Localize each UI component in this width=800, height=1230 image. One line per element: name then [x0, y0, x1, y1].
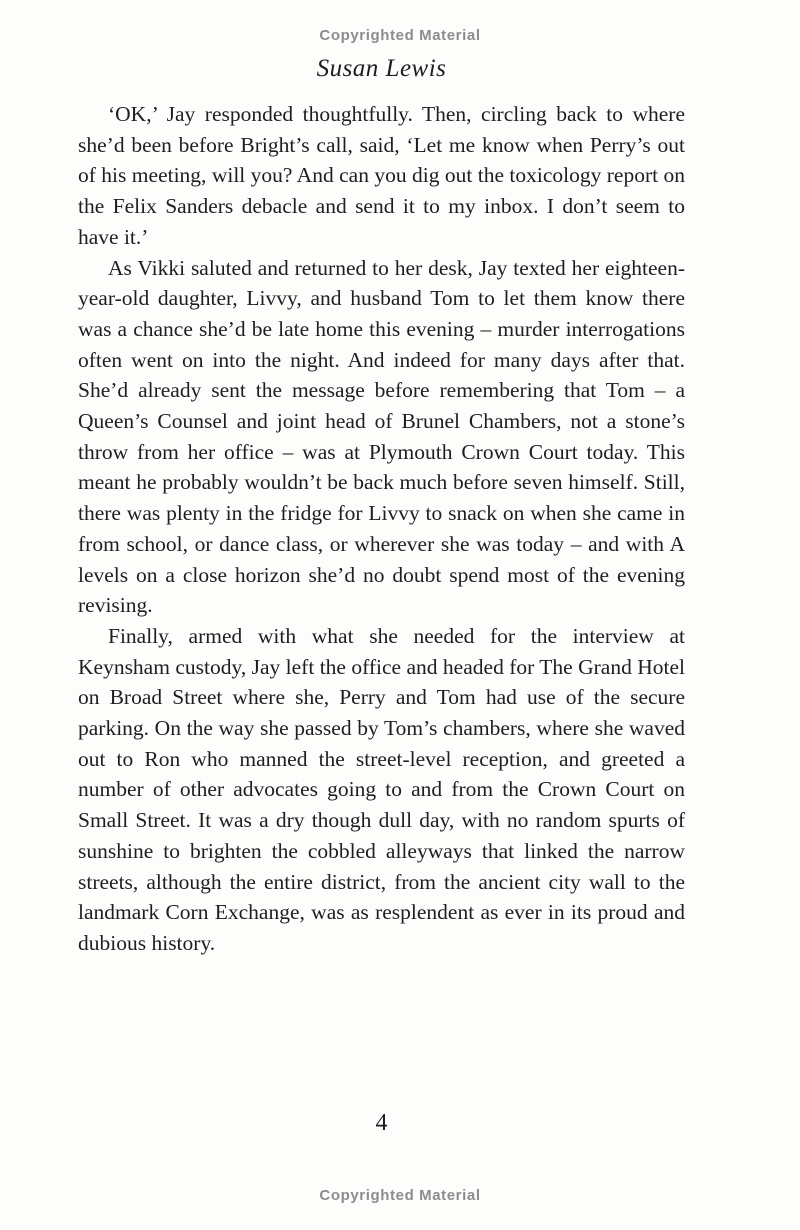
paragraph-1: ‘OK,’ Jay responded thoughtfully. Then, circling back to where she’d been before Bright’s call, said, ‘Let me know when Perry’s out of his meeting, will you? And can you dig out the toxicology report on the Felix Sanders debacle and send it to my inbox. I don’t seem to have it.’ [78, 102, 685, 249]
copyright-notice-bottom: Copyrighted Material [319, 1187, 481, 1204]
paragraph-2: As Vikki saluted and returned to her desk, Jay texted her eighteen-year-old daughter, Livvy, and husband Tom to let them know there was a chance she’d be late home this evening – murder interrogations often went on into the night. And indeed for many days after that. She’d already sent the message before remembering that Tom – a Queen’s Counsel and joint head of Brunel Chambers, not a stone’s throw from her office – was at Plymouth Crown Court today. This meant he probably wouldn’t be back much before seven himself. Still, there was plenty in the fridge for Livvy to snack on when she came in from school, or dance class, or wherever she was today – and with A levels on a close horizon she’d no doubt spend most of the evening revising. [78, 255, 685, 618]
running-head-author: Susan Lewis [316, 55, 447, 82]
paragraph-3: Finally, armed with what she needed for the interview at Keynsham custody, Jay left the office and headed for The Grand Hotel on Broad Street where she, Perry and Tom had use of the secure parking. On the way she passed by Tom’s chambers, where she waved out to Ron who manned the street-level reception, and greeted a number of other advocates going to and from the Crown Court on Small Street. It was a dry though dull day, with no random spurts of sunshine to brighten the cobbled alleyways that linked the narrow streets, although the entire district, from the ancient city wall to the landmark Corn Exchange, was as resplendent as ever in its proud and dubious history. [78, 623, 685, 955]
body-text [78, 99, 685, 959]
page-number: 4 [375, 1110, 388, 1136]
copyright-notice-top: Copyrighted Material [319, 27, 481, 44]
